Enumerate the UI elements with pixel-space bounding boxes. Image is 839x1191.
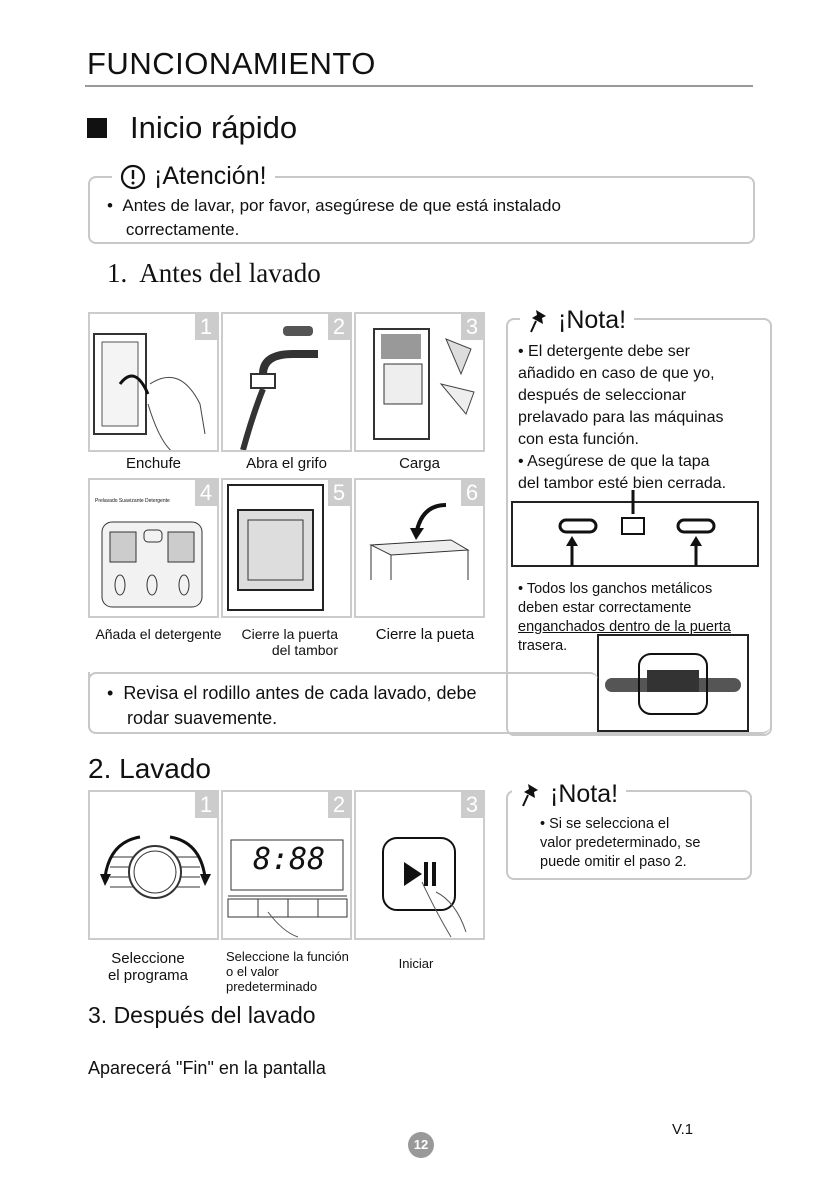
step2-title: 2. Lavado — [88, 753, 211, 784]
label-line: predeterminado — [226, 979, 318, 994]
note-line: • Todos los ganchos metálicos — [518, 581, 713, 597]
step-image-tap — [221, 312, 352, 452]
pushpin-icon — [520, 782, 542, 808]
step-number: 1 — [195, 314, 217, 340]
label-line: del tambor — [271, 642, 338, 658]
attention-heading — [112, 162, 275, 191]
step-number: 4 — [195, 480, 217, 506]
step-image-plug — [88, 312, 219, 452]
roller-note-text: • Revisa el rodillo antes de cada lavado, debe rodar suavemente. — [107, 683, 477, 728]
note-line: • El detergente debe ser — [518, 343, 690, 360]
step-label: Enchufe — [125, 455, 182, 472]
step-label — [88, 950, 208, 984]
note-line: del tambor esté bien cerrada. — [518, 475, 727, 492]
step-label — [228, 626, 338, 658]
note-line: después de seleccionar — [518, 387, 687, 404]
step-label: Añada el detergente — [95, 626, 222, 642]
step-number: 1 — [195, 792, 217, 818]
dispenser-labels: Prelavado Suavizante Detergente — [95, 498, 170, 504]
label-line: Seleccione la función — [226, 949, 349, 964]
note-text — [518, 341, 726, 495]
label-line: Cierre la puerta — [241, 626, 338, 642]
note-title: ¡Nota! — [550, 780, 619, 808]
section-title: Inicio rápido — [130, 110, 298, 145]
lcd-display: 8:88 — [253, 842, 326, 877]
label-line: Seleccione — [111, 950, 185, 967]
note-line: • Si se selecciona el — [540, 816, 670, 832]
note-line: prelavado para las máquinas — [518, 409, 724, 426]
step-image-close-lid — [354, 478, 485, 618]
note-title: ¡Nota! — [558, 306, 627, 334]
step-image-program-knob — [88, 790, 219, 940]
step-label — [226, 949, 349, 994]
label-line: el programa — [107, 967, 189, 984]
note-heading — [512, 780, 626, 809]
section-bullet-icon — [87, 118, 107, 138]
step-number: 3 — [461, 792, 483, 818]
note-text — [540, 815, 700, 872]
attention-line: correctamente. — [125, 220, 240, 239]
step-image-drum-door — [221, 478, 352, 618]
step-number: 5 — [328, 480, 350, 506]
step3-title: 3. Después del lavado — [88, 1002, 316, 1028]
note-line: valor predeterminado, se — [540, 835, 701, 851]
step-number: 3 — [461, 314, 483, 340]
attention-text: • Antes de lavar, por favor, asegúrese de que está instalado correctamente. — [107, 196, 561, 239]
note-line: puede omitir el paso 2. — [540, 854, 687, 870]
note-line: trasera. — [518, 638, 568, 654]
step-label: Carga — [399, 455, 440, 472]
step-number: 2 — [328, 792, 350, 818]
step3-text: Aparecerá "Fin" en la pantalla — [88, 1058, 326, 1078]
step-image-detergent — [88, 478, 219, 618]
note-line: enganchados dentro de la puerta — [518, 619, 731, 635]
exclamation-circle-icon — [120, 164, 146, 190]
note-line: añadido en caso de que yo, — [518, 365, 715, 382]
drum-lid-diagram — [510, 490, 760, 570]
attention-title: ¡Atención! — [154, 162, 267, 190]
note-line: rodar suavemente. — [127, 708, 278, 728]
note-line: con esta función. — [518, 431, 639, 448]
note-heading — [520, 306, 634, 335]
step1-title: 1. Antes del lavado — [107, 258, 321, 288]
version-label: V.1 — [672, 1121, 694, 1138]
label-line: o el valor — [226, 964, 279, 979]
page-number: 12 — [408, 1132, 434, 1158]
title-divider — [85, 85, 753, 87]
note-line: • Asegúrese de que la tapa — [518, 453, 710, 470]
attention-line: Antes de lavar, por favor, asegúrese de que está instalado — [122, 196, 561, 215]
step-image-start — [354, 790, 485, 940]
step-image-function-select — [221, 790, 352, 940]
step-number: 6 — [461, 480, 483, 506]
pushpin-icon — [528, 308, 550, 334]
note-line: deben estar correctamente — [518, 600, 692, 616]
step-number: 2 — [328, 314, 350, 340]
step-image-load — [354, 312, 485, 452]
step-label: Iniciar — [398, 956, 434, 971]
page-title: FUNCIONAMIENTO — [87, 46, 376, 81]
step-label: Cierre la pueta — [375, 626, 475, 643]
note-line: Revisa el rodillo antes de cada lavado, debe — [123, 683, 477, 703]
step-label: Abra el grifo — [246, 455, 327, 472]
